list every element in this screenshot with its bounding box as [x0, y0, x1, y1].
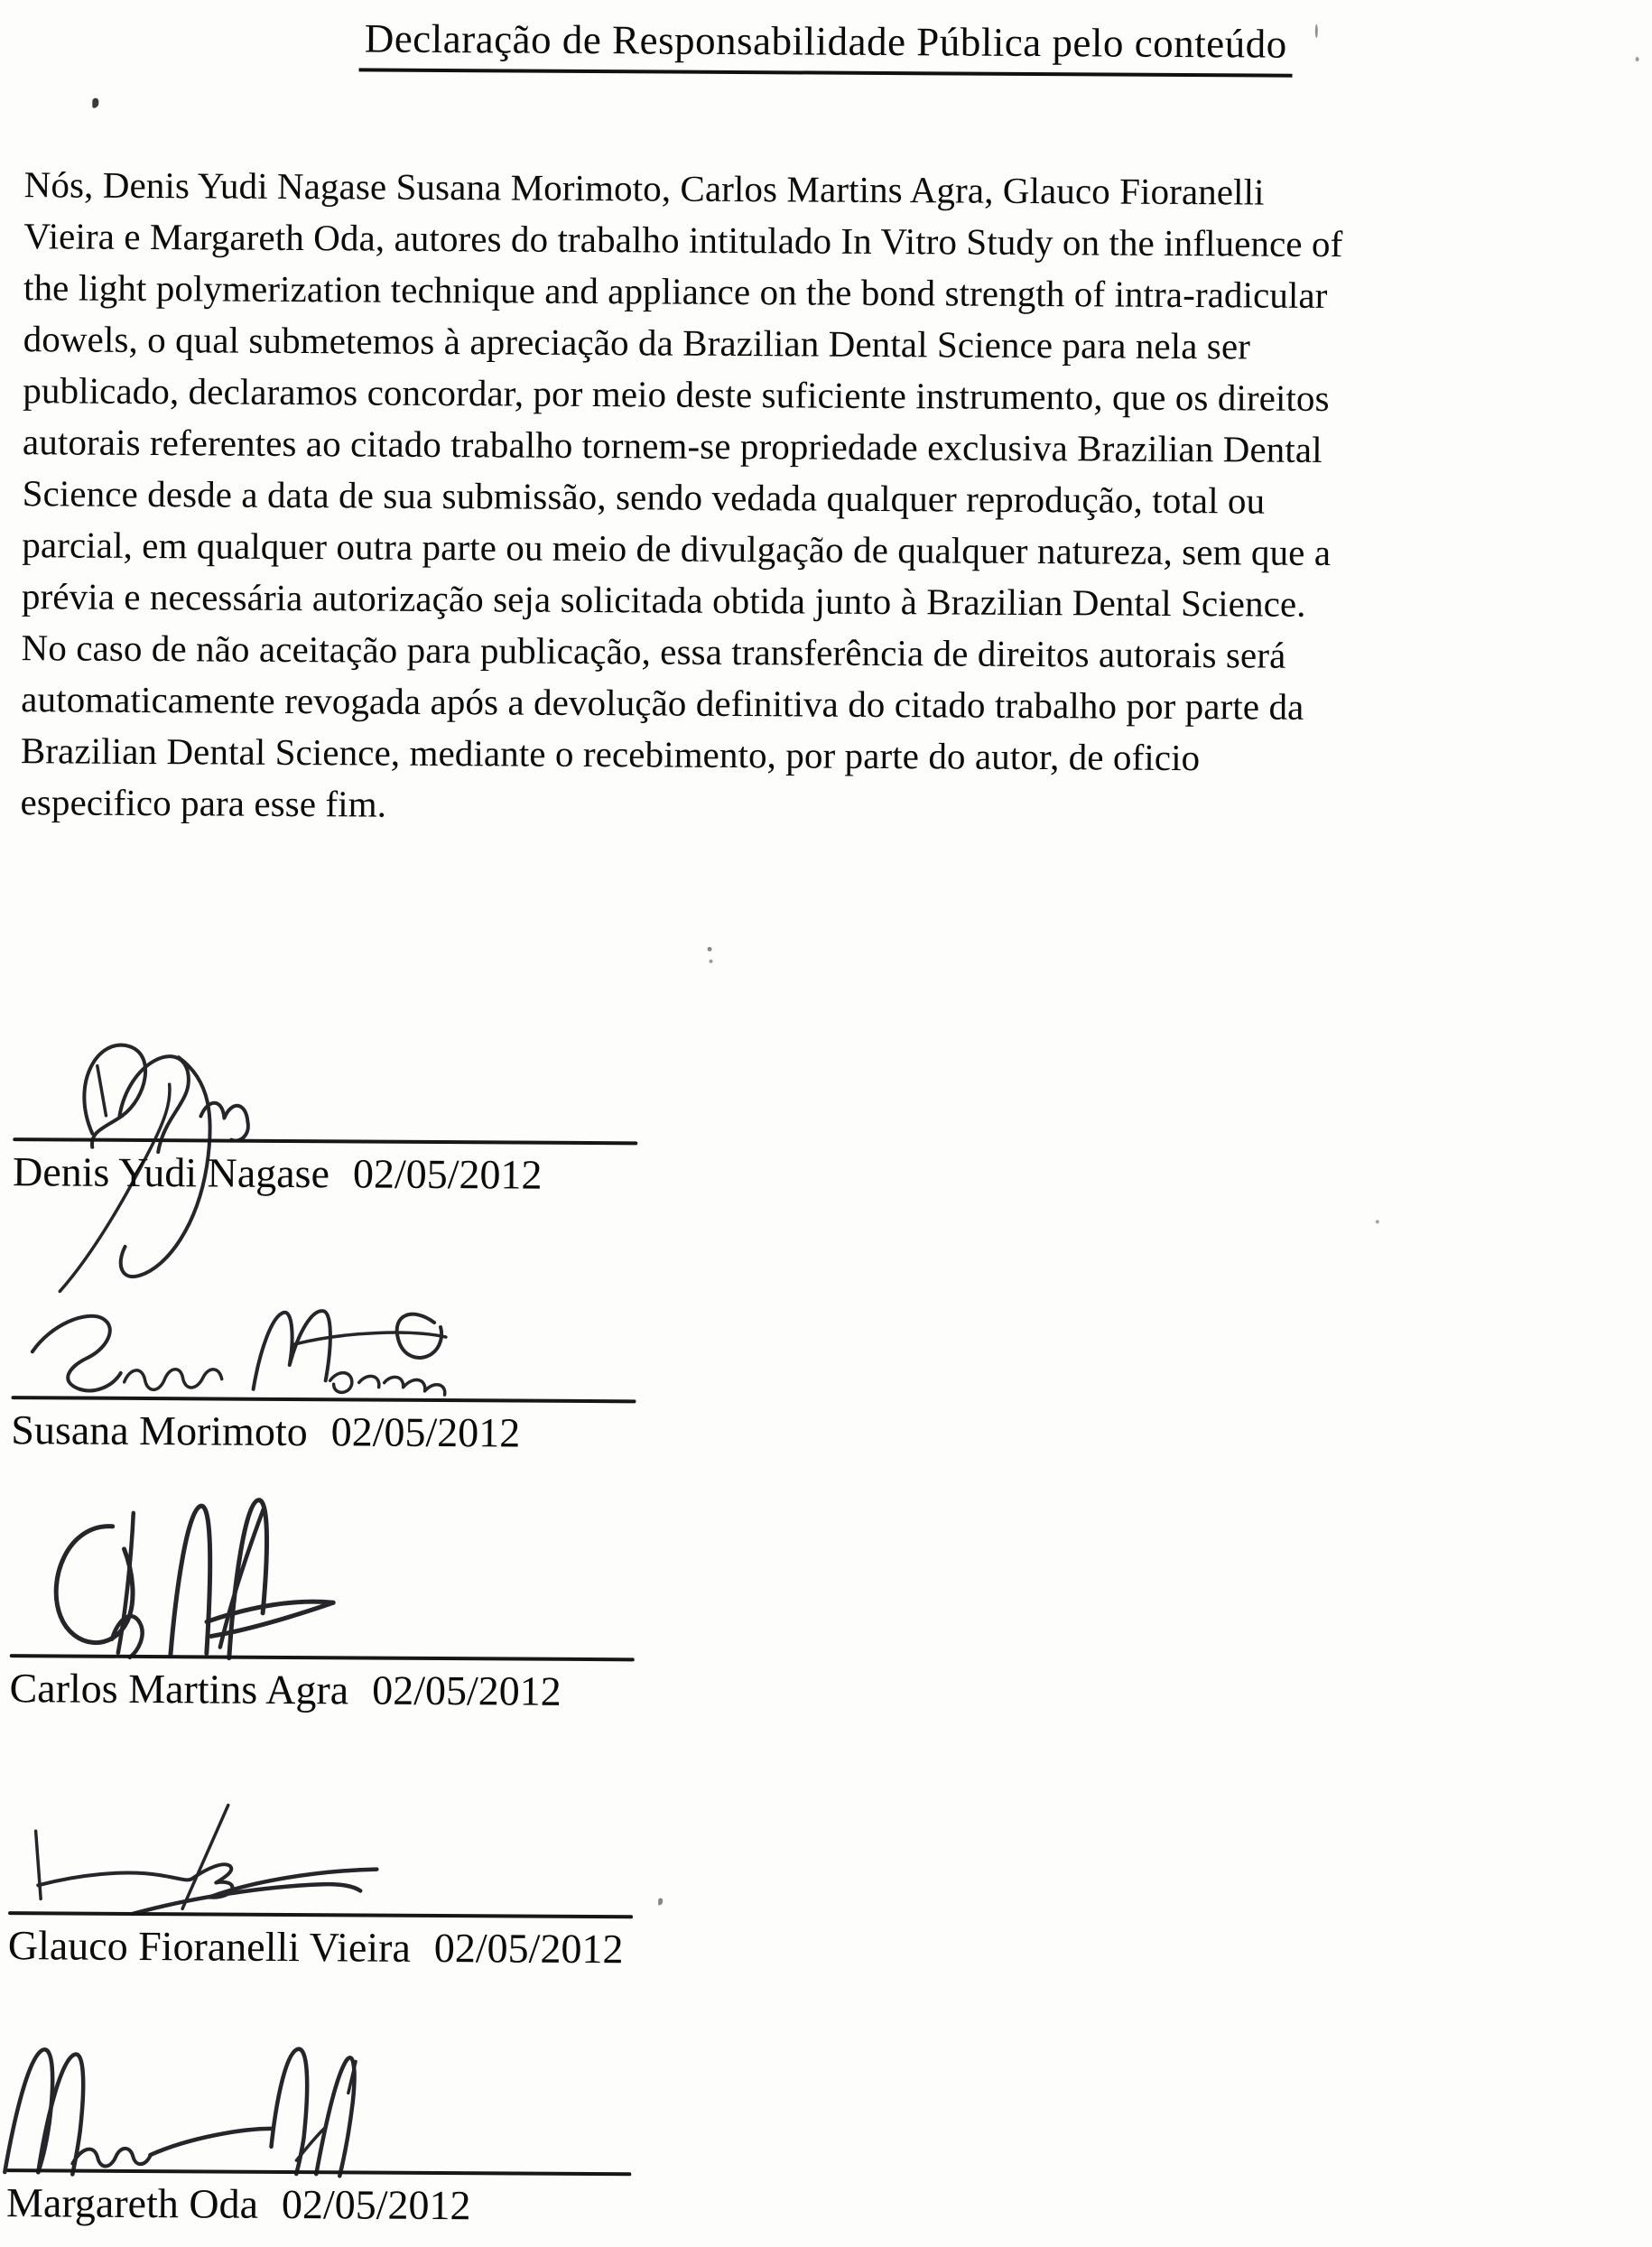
signature-date: 02/05/2012	[352, 1150, 543, 1198]
signature-date: 02/05/2012	[281, 2180, 471, 2229]
signature-carlos-martins-agra	[26, 1485, 361, 1667]
scan-speck	[708, 947, 712, 952]
scan-speck	[709, 960, 712, 963]
signatory-row	[8, 1922, 624, 1973]
scan-speck	[92, 98, 98, 108]
signatory-name: Carlos Martins Agra	[9, 1665, 349, 1713]
signature-susana-morimoto	[23, 1302, 448, 1422]
signatory-name: Denis Yudi Nagase	[12, 1148, 330, 1197]
scan-speck	[1376, 1220, 1379, 1223]
signature-glauco-fioranelli-vieira	[24, 1795, 413, 1924]
title-row	[0, 13, 1652, 79]
signature-date: 02/05/2012	[372, 1667, 561, 1714]
signatory-name: Glauco Fioranelli Vieira	[7, 1922, 412, 1971]
signatory-row	[11, 1407, 520, 1456]
declaration-body: Nós, Denis Yudi Nagase Susana Morimoto, Carlos Martins Agra, Glauco Fioranelli Vieira e Margareth Oda, autores do trabalho intitulado In Vitro Study on the influence of the light polymerization technique and appliance on the bond strength of intra-radicular dowels, o qual submetemos à apreciação da Brazilian Dental Science para nela ser publicado, declaramos concordar, por meio deste suficiente instrumento, que os direitos autorais referentes ao citado trabalho tornem-se propriedade exclusiva Brazilian Dental Science desde a data de sua submissão, sendo vedada qualquer reprodução, total ou parcial, em qualquer outra parte ou meio de divulgação de qualquer natureza, sem que a prévia e necessária autorização seja solicitada obtida junto à Brazilian Dental Science. No caso de não aceitação para publicação, essa transferência de direitos autorais será automaticamente revogada após a devolução definitiva do citado trabalho por parte da Brazilian Dental Science, mediante o recebimento, por parte do autor, de oficio especifico para esse fim.	[20, 163, 1343, 825]
scan-speck	[1636, 57, 1639, 61]
signature-margareth-oda	[0, 2037, 398, 2179]
signature-date: 02/05/2012	[433, 1924, 624, 1973]
signatory-name: Susana Morimoto	[11, 1407, 308, 1455]
signatory-name: Margareth Oda	[5, 2179, 259, 2227]
signatory-row	[6, 2179, 471, 2229]
signature-date: 02/05/2012	[330, 1408, 521, 1456]
signatory-row	[9, 1665, 561, 1715]
scan-speck	[658, 1898, 663, 1905]
document-title: Declaração de Responsabilidade Pública pelo conteúdo	[359, 14, 1293, 77]
signatory-row	[13, 1148, 543, 1199]
